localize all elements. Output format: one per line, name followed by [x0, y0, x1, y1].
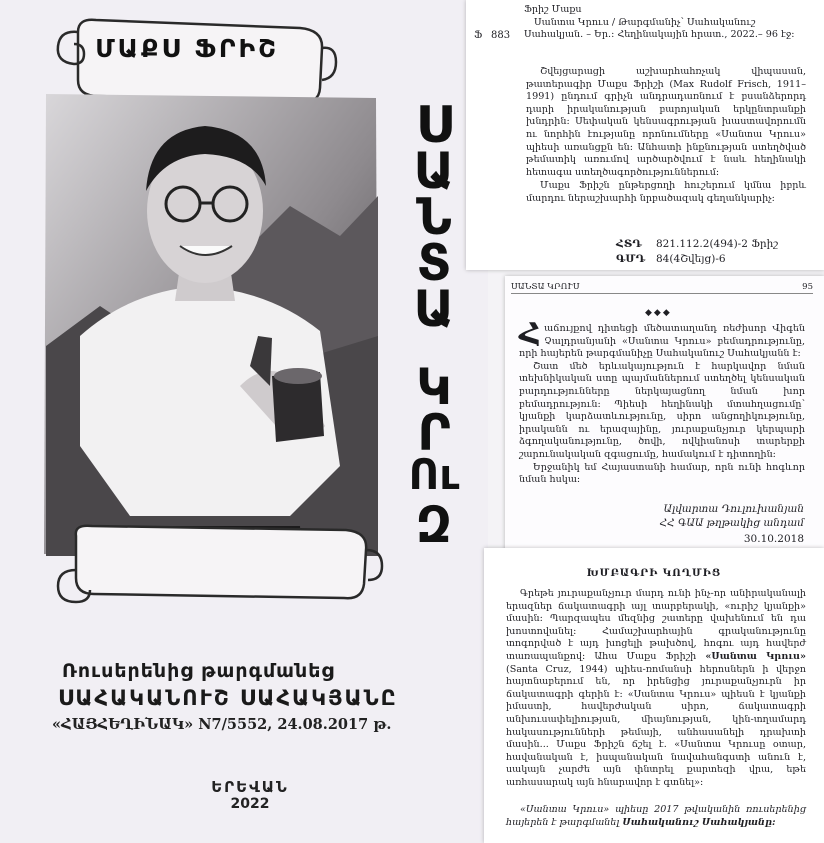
- publication-year: 2022: [230, 796, 270, 812]
- hdg-label: ՀՏԴ: [616, 238, 642, 250]
- bibliographic-record: [524, 4, 814, 42]
- editor-paragraph: [506, 588, 806, 790]
- author-photo: [40, 86, 382, 566]
- hdg-value: 821.112.2(494)-2 Ֆրիշ: [656, 238, 779, 250]
- signature-block: [660, 502, 805, 530]
- editor-footer-note: [506, 804, 806, 829]
- signature-date: 30.10.2018: [743, 533, 804, 545]
- vertical-book-title: [395, 96, 473, 554]
- running-header-title: ՍԱՆՏԱ ԿՐՈՒՍ: [511, 282, 580, 292]
- translator-line: Ռուսերենից թարգմանեց: [62, 660, 335, 682]
- text-run: Գրեթե յուրաքանչյուր մարդ ունի ինչ-որ անիրականալի երազներ ճակատագրի այլ տարբերակի, «ուրիշ կյանքի» մասին: Պարզապես մեզնից շատերը վախենում են դա խոստովանել: Համաշխարհային գրականությունը տոգորված է այդ խոցելի թախծով, հոգու այդ հավերժ տառապանքով: Ահա Մաքս Ֆրիշի: [506, 588, 806, 662]
- page-number: 95: [802, 282, 813, 292]
- signature-title: ՀՀ ԳԱԱ թղթակից անդամ: [659, 517, 804, 529]
- abstract-paragraph: Մաքս Ֆրիշն ընթերցողի հուշերում կմնա իբրև մարդու ներաշխարհի նրբածազակ գեղանկարիչ:: [526, 180, 806, 204]
- title-letter: Ու: [408, 450, 460, 499]
- title-letter: Ն: [416, 188, 452, 246]
- text-run-bold: Սահականուշ Սահակյանը:: [622, 816, 776, 828]
- title-letter: Ա: [413, 142, 455, 200]
- copyright-page: [466, 0, 824, 270]
- text-run: (Santa Cruz, 1944) պիես-ռոմանսի հերոսներն ի վերջո հայտնաբերում են, որ իրենցից յուրաքանչյուրն իր ճակատագրի գերին է: «Սանտա Կրուս» պիեսն է կյանքի իմաստի, հավերժական սիրո, ճակատագրի անխուսափելիության, միայնության, կին-տղամարդ հակասությունների թեմայի, անհասանելի դրախտի մասին... Մաքս Ֆրիշն ճշել է. «Սանտա Կրուսը օտար, հավանական է, իսպանական նավահանգստի անուն է, սակայն չարժե այն փնտրել քարտեզի վրա, եթե առհասարակ այն հնարավոր է գտնել»:: [506, 663, 806, 788]
- biblio-line: Սահակյան. – Եր.: Հեղինակային հրատ., 2022.– 96 էջ:: [524, 29, 795, 41]
- signature-name: Ալվարտա Դուլուխանյան: [663, 503, 804, 515]
- editor-note-text: [506, 588, 806, 790]
- running-header: [511, 282, 813, 294]
- udk-letter: Ֆ: [474, 30, 483, 41]
- preface-page: [505, 276, 824, 556]
- publication-city: ԵՐԵՎԱՆ: [211, 778, 289, 796]
- abstract-paragraph: Շվեյցարացի աշխարհահռչակ վիպասան, թատերագիր Մաքս Ֆրիշի (Max Rudolf Frisch, 1911–1991) ընդում գրիչն անդրադառնում է բսանձերորդ դարի իրականության բարոյական երկընտրանքի խնդրին: Սեփական կենսագրության խաստավորումն ու նորհին էությանը որոնումները «Սանտա Կրուս» պիեսի առանցքն են: Անհատի ինքնության ստեղծված թեմատիկ առումով արծարծվում է նաև հեղինակի հետագա ստեղծագործություններում:: [526, 66, 806, 178]
- drop-cap: Հ: [519, 317, 542, 352]
- translator-name: ՍԱՀԱԿԱՆՈՒՇ ՍԱՀԱԿՅԱՆԸ: [58, 686, 398, 710]
- editor-note-page: [484, 548, 824, 843]
- title-letter: Զ: [415, 496, 453, 554]
- abstract: [526, 66, 806, 207]
- preface-text: [519, 317, 805, 487]
- preface-paragraph: աճույքով դիտեցի մեծատաղանդ ռեժիսոր Վիգեն Չալդրանյանի «Սանտա Կրուս» բեմադրությունը, որի հայերեն թարգմանիչը Սահականուշ Սահակյանն է:: [519, 323, 805, 360]
- title-letter: Ս: [415, 96, 453, 154]
- biblio-author: Ֆրիշ Մաքս: [524, 4, 582, 15]
- title-letter: Տ: [416, 234, 452, 292]
- biblio-line: Սանտա Կրուս / Թարգմանիչ՝ Սահականուշ: [534, 16, 756, 28]
- title-letter: Ր: [417, 404, 451, 462]
- text-run-bold: «Սանտա Կրուս»: [705, 650, 806, 662]
- title-letter: Կ: [416, 358, 452, 416]
- classification-codes: [616, 237, 779, 267]
- preface-paragraph: Երջանիկ եմ Հայաստանի համար, որն ունի հոգևոր նման հսկա:: [519, 461, 805, 486]
- cover-author: ՄԱՔՍ ՖՐԻՇ: [95, 34, 279, 63]
- gmd-label: ԳՄԴ: [616, 253, 646, 265]
- ornament-stars: ◆◆◆: [645, 308, 672, 318]
- registration-number: «ՀԱՅՀԵՂԻՆԱԿ» N7/5552, 24.08.2017 թ.: [52, 716, 392, 733]
- text-run: «Սանտա Կրուս» պիեսը 2017 թվականին ռուսերենից հայերեն է թարգմանել: [506, 804, 806, 828]
- gmd-value: 84(4Շվեյց)-6: [656, 253, 726, 265]
- catalog-code: 883: [491, 30, 511, 41]
- preface-paragraph: Շատ մեծ երևակայություն է հարկավոր նման տեխնիկական ստը պայմաններում ստեղծել կենսական բարդությունները ներկայացնող նման խոր բեմադրություն: Պիեսի հեղինակի մտահղացումը՝ կյանքի կարձատևությունը, սիրո անցողիկությունը, իրականն ու երազայինը, յուրաքանչյուր կերպարի ձգողականությունը, ծովի, ովկիանոսի տարերքի շարունակական զգացումը, համակում է դիտողին:: [519, 360, 805, 460]
- section-title: ԽՄԲԱԳՐԻ ԿՈՂՄԻՑ: [586, 568, 722, 579]
- scroll-banner-bottom: [46, 520, 386, 610]
- title-letter: Ա: [413, 280, 455, 338]
